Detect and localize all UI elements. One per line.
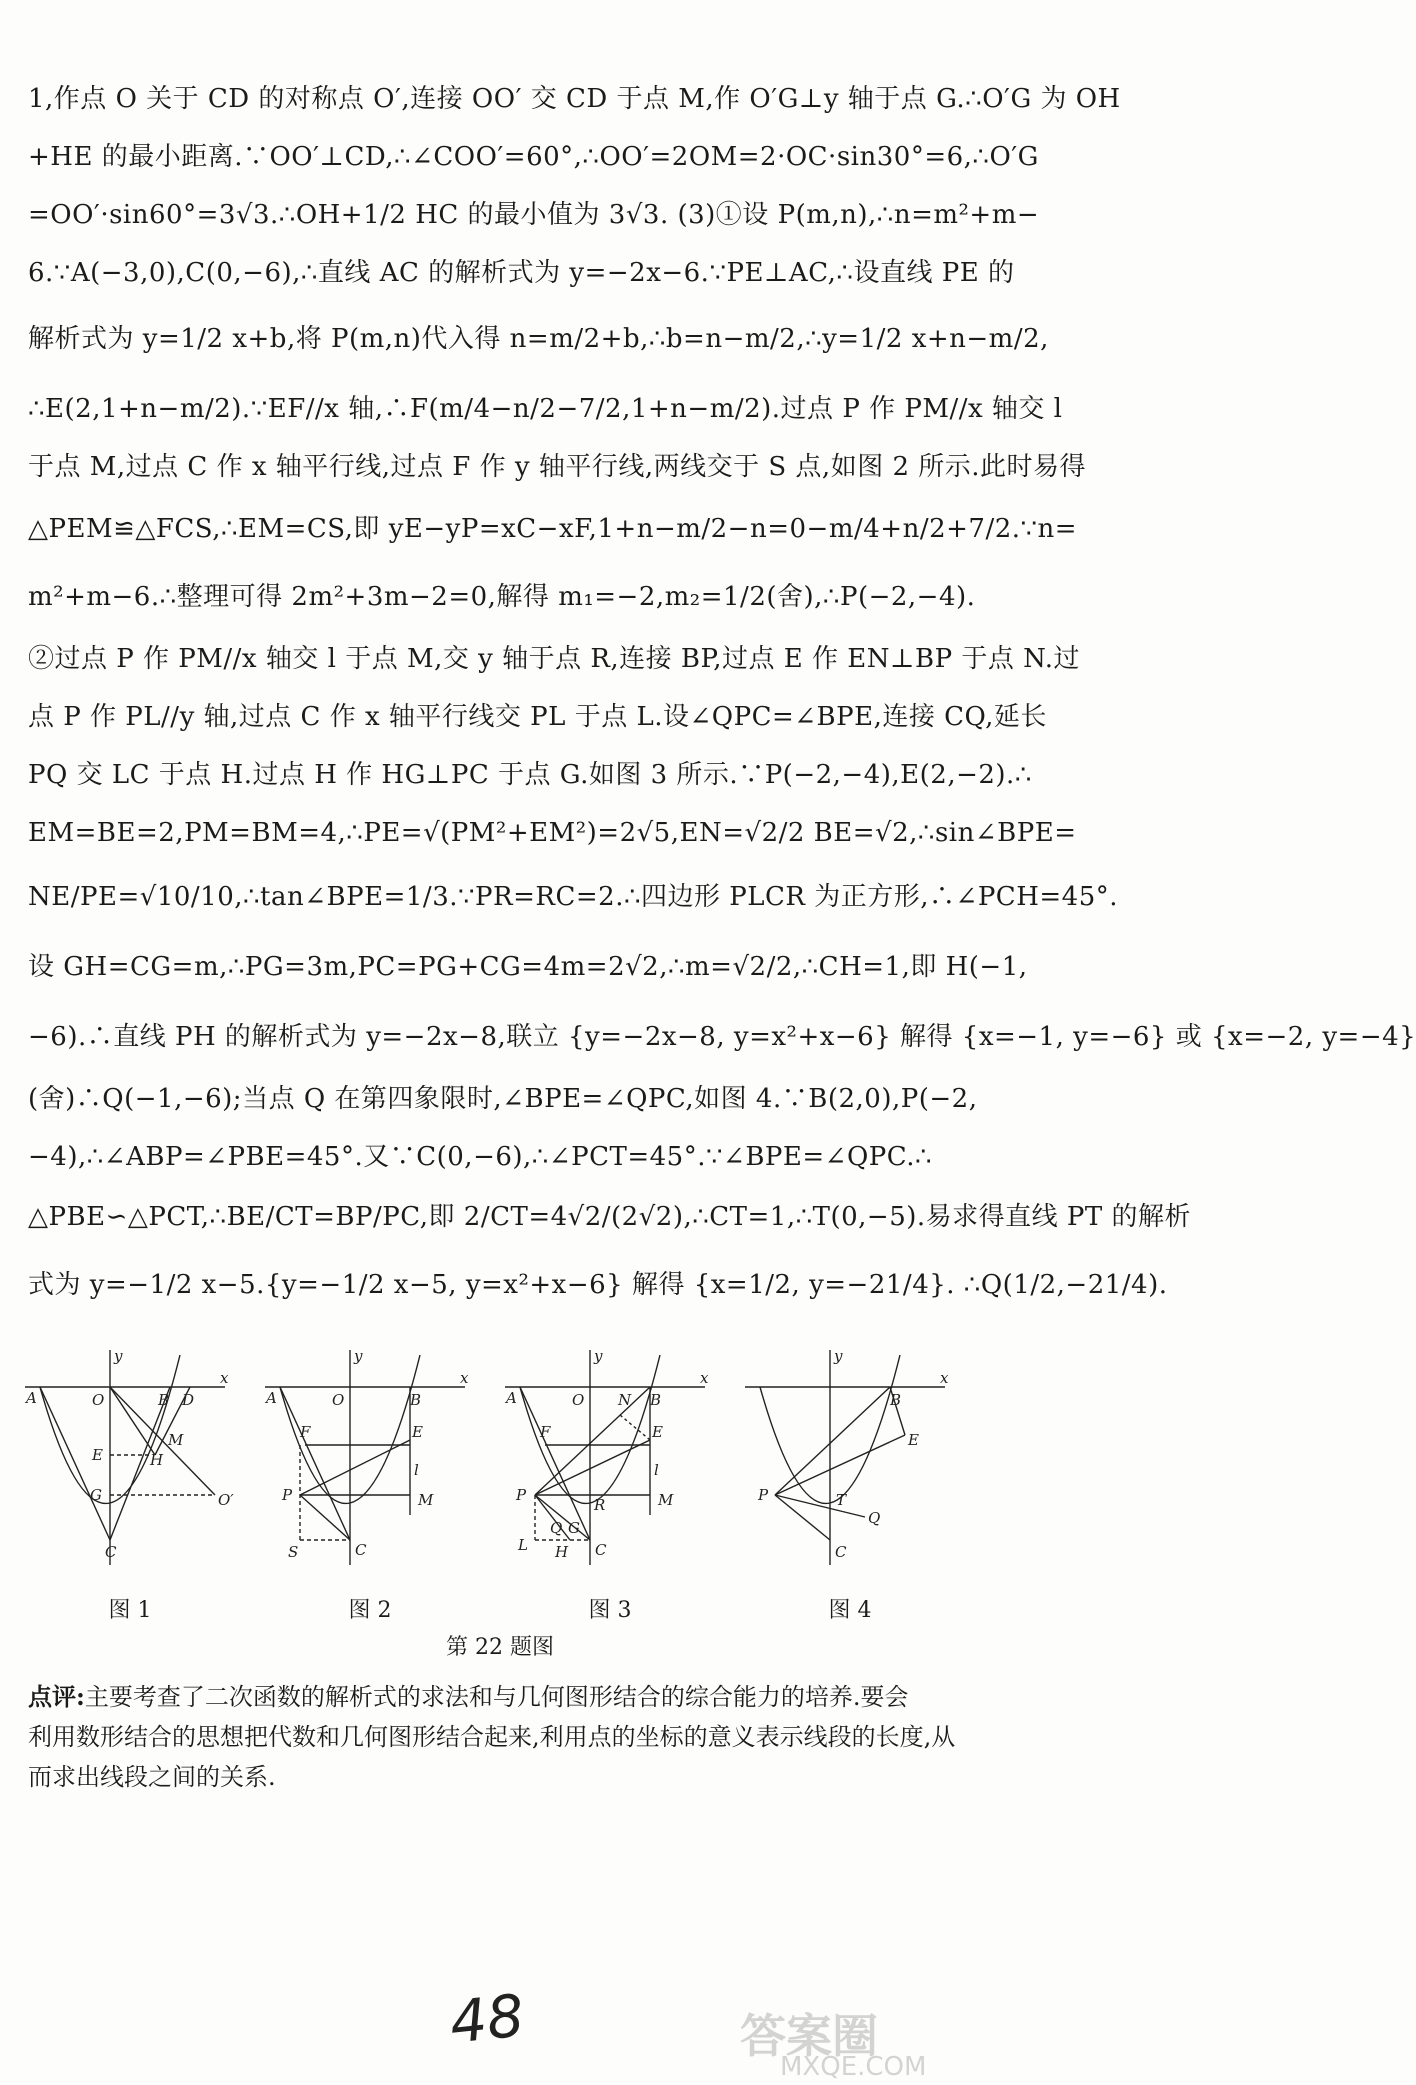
- comment-label: 点评:: [28, 1682, 85, 1711]
- text-line-20: 式为 y=−1/2 x−5.{y=−1/2 x−5, y=x²+x−6} 解得 {x=1/2, y=−21/4}. ∴Q(1/2,−21/4).: [28, 1270, 1168, 1300]
- fig3-label-r: R: [594, 1496, 606, 1514]
- fig3-axis-x: x: [700, 1369, 709, 1387]
- fig2-label-c: C: [355, 1541, 367, 1559]
- fig3-label-e: E: [652, 1423, 663, 1441]
- text-line-5: 解析式为 y=1/2 x+b,将 P(m,n)代入得 n=m/2+b,∴b=n−m/2,∴y=1/2 x+n−m/2,: [28, 324, 1049, 354]
- fig1-label-c: C: [105, 1543, 117, 1561]
- fig3-label-l-line: l: [654, 1461, 659, 1479]
- text-line-17: (舍)∴Q(−1,−6);当点 Q 在第四象限时,∠BPE=∠QPC,如图 4.∵B(2,0),P(−2,: [28, 1084, 978, 1114]
- fig3-label-p: P: [516, 1486, 527, 1504]
- text-line-7: 于点 M,过点 C 作 x 轴平行线,过点 F 作 y 轴平行线,两线交于 S 点,如图 2 所示.此时易得: [28, 452, 1087, 482]
- figure-4-diagram: [740, 1345, 960, 1575]
- fig3-label-l: L: [518, 1536, 528, 1554]
- comment-line-1: [28, 1680, 972, 1714]
- fig4-label-t: T: [836, 1491, 847, 1509]
- fig2-label-e: E: [412, 1423, 423, 1441]
- fig3-label-m: M: [658, 1491, 674, 1509]
- fig3-label-c: C: [595, 1541, 607, 1559]
- text-line-18: −4),∴∠ABP=∠PBE=45°.又∵C(0,−6),∴∠PCT=45°.∵∠BPE=∠QPC.∴: [28, 1142, 933, 1172]
- text-line-2: +HE 的最小距离.∵OO′⊥CD,∴∠COO′=60°,∴OO′=2OM=2·OC·sin30°=6,∴O′G: [28, 142, 1039, 172]
- fig1-axis-y: y: [114, 1347, 123, 1365]
- figure-row: [20, 1345, 980, 1623]
- figure-2-diagram: [260, 1345, 480, 1575]
- comment-line-2: 利用数形结合的思想把代数和几何图形结合起来,利用点的坐标的意义表示线段的长度,从: [28, 1723, 956, 1751]
- text-line-14: NE/PE=√10/10,∴tan∠BPE=1/3.∵PR=RC=2.∴四边形 PLCR 为正方形,∴∠PCH=45°.: [28, 882, 1119, 912]
- text-line-1: 1,作点 O 关于 CD 的对称点 O′,连接 OO′ 交 CD 于点 M,作 O′G⊥y 轴于点 G.∴O′G 为 OH: [28, 84, 1121, 114]
- fig3-axis-y: y: [594, 1347, 603, 1365]
- fig2-label-l: l: [414, 1461, 419, 1479]
- fig2-label-f: F: [300, 1423, 311, 1441]
- fig3-label-h: H: [555, 1543, 569, 1561]
- text-line-8: △PEM≌△FCS,∴EM=CS,即 yE−yP=xC−xF,1+n−m/2−n=0−m/4+n/2+7/2.∵n=: [28, 514, 1078, 544]
- fig4-label-q: Q: [868, 1509, 881, 1527]
- fig1-label-o: O: [92, 1391, 105, 1409]
- figure-title: 第 22 题图: [446, 1635, 554, 1660]
- watermark-url: MXQE.COM: [780, 2052, 927, 2082]
- fig1-label-g: G: [90, 1486, 102, 1504]
- figure-2: [260, 1345, 480, 1623]
- fig3-label-o: O: [572, 1391, 585, 1409]
- fig3-label-b: B: [650, 1391, 662, 1409]
- fig3-label-g: G: [568, 1519, 580, 1537]
- figure-4: [740, 1345, 960, 1623]
- comment-text-1: 主要考查了二次函数的解析式的求法和与几何图形结合的综合能力的培养.要会: [84, 1683, 909, 1711]
- fig2-axis-y: y: [354, 1347, 363, 1365]
- text-line-3: =OO′·sin60°=3√3.∴OH+1/2 HC 的最小值为 3√3. (3)①设 P(m,n),∴n=m²+m−: [28, 200, 1040, 230]
- text-line-10: ②过点 P 作 PM//x 轴交 l 于点 M,交 y 轴于点 R,连接 BP,过点 E 作 EN⊥BP 于点 N.过: [28, 644, 1080, 674]
- fig3-label-a: A: [506, 1389, 517, 1407]
- text-line-6: ∴E(2,1+n−m/2).∵EF//x 轴,∴F(m/4−n/2−7/2,1+n−m/2).过点 P 作 PM//x 轴交 l: [28, 394, 1063, 424]
- figure-3: [500, 1345, 720, 1623]
- figure-1-diagram: [20, 1345, 240, 1575]
- fig4-label-p: P: [758, 1486, 769, 1504]
- text-line-15: 设 GH=CG=m,∴PG=3m,PC=PG+CG=4m=2√2,∴m=√2/2,∴CH=1,即 H(−1,: [28, 952, 1028, 982]
- fig4-label-c: C: [835, 1543, 847, 1561]
- text-line-19: △PBE∽△PCT,∴BE/CT=BP/PC,即 2/CT=4√2/(2√2),∴CT=1,∴T(0,−5).易求得直线 PT 的解析: [28, 1202, 1192, 1232]
- fig1-axis-x: x: [220, 1369, 229, 1387]
- figure-3-diagram: [500, 1345, 720, 1575]
- fig2-label-m: M: [418, 1491, 434, 1509]
- page-number: 48: [446, 1981, 528, 2057]
- watermark-logo: [740, 2000, 980, 2080]
- figure-2-caption: 图 2: [348, 1598, 392, 1623]
- text-line-12: PQ 交 LC 于点 H.过点 H 作 HG⊥PC 于点 G.如图 3 所示.∵P(−2,−4),E(2,−2).∴: [28, 760, 1032, 790]
- fig4-axis-x: x: [940, 1369, 949, 1387]
- figure-4-caption: 图 4: [828, 1598, 872, 1623]
- fig1-label-m: M: [168, 1431, 184, 1449]
- figure-1-caption: 图 1: [108, 1598, 152, 1623]
- fig2-axis-x: x: [460, 1369, 469, 1387]
- fig1-label-h: H: [150, 1451, 164, 1469]
- fig2-label-p: P: [282, 1486, 293, 1504]
- text-line-9: m²+m−6.∴整理可得 2m²+3m−2=0,解得 m₁=−2,m₂=1/2(舍),∴P(−2,−4).: [28, 582, 976, 612]
- fig2-label-o: O: [332, 1391, 345, 1409]
- text-line-4: 6.∵A(−3,0),C(0,−6),∴直线 AC 的解析式为 y=−2x−6.∵PE⊥AC,∴设直线 PE 的: [28, 258, 1015, 288]
- fig4-label-b: B: [890, 1391, 902, 1409]
- text-line-11: 点 P 作 PL//y 轴,过点 C 作 x 轴平行线交 PL 于点 L.设∠QPC=∠BPE,连接 CQ,延长: [28, 702, 1047, 732]
- fig2-label-b: B: [410, 1391, 422, 1409]
- fig3-label-n: N: [618, 1391, 632, 1409]
- fig2-label-a: A: [266, 1389, 277, 1407]
- comment-line-3: 而求出线段之间的关系.: [28, 1763, 276, 1791]
- watermark-text: 答案圈: [740, 2009, 878, 2063]
- fig3-label-f: F: [540, 1423, 551, 1441]
- text-line-13: EM=BE=2,PM=BM=4,∴PE=√(PM²+EM²)=2√5,EN=√2/2 BE=√2,∴sin∠BPE=: [28, 818, 1077, 848]
- figure-3-caption: 图 3: [588, 1598, 632, 1623]
- fig4-label-e: E: [908, 1431, 919, 1449]
- text-line-16: −6).∴直线 PH 的解析式为 y=−2x−8,联立 {y=−2x−8, y=x²+x−6} 解得 {x=−1, y=−6} 或 {x=−2, y=−4}: [28, 1022, 1416, 1052]
- fig3-label-q: Q: [550, 1519, 563, 1537]
- figure-1: [20, 1345, 240, 1623]
- fig4-axis-y: y: [834, 1347, 843, 1365]
- fig2-label-s: S: [288, 1543, 299, 1561]
- fig1-label-b: B: [158, 1391, 170, 1409]
- fig1-label-d: D: [182, 1391, 195, 1409]
- fig1-label-e: E: [92, 1446, 103, 1464]
- fig1-label-a: A: [26, 1389, 37, 1407]
- fig1-label-oprime: O′: [218, 1491, 234, 1509]
